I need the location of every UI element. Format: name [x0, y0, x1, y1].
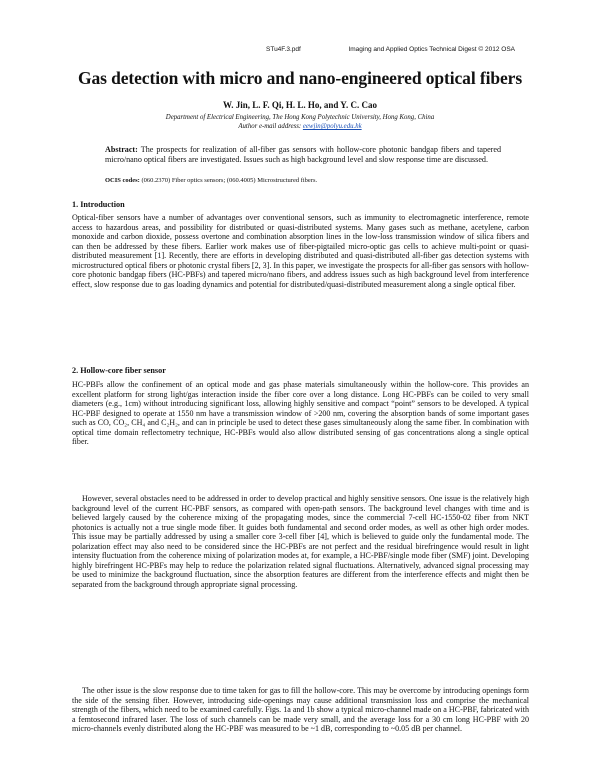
- abstract-label: Abstract:: [105, 145, 138, 154]
- section-heading-introduction: 1. Introduction: [72, 200, 125, 209]
- paper-id: STu4F.3.pdf: [266, 46, 301, 53]
- author-list: W. Jin, L. F. Qi, H. L. Ho, and Y. C. Cao: [223, 100, 377, 110]
- abstract-text: The prospects for realization of all-fiber gas sensors with hollow-core photonic bandgap fibers and tapered micro/nano optical fibers are investigated. Issues such as high background level and slow response time are discussed.: [105, 145, 501, 164]
- email-label: Author e-mail address:: [238, 123, 303, 130]
- paper-title: Gas detection with micro and nano-engineered optical fibers: [77, 68, 523, 88]
- email-line: [0, 122, 600, 131]
- ocis-text: (060.2370) Fiber optics sensors; (060.4005) Microstructured fibers.: [139, 177, 318, 184]
- email-link[interactable]: eewjin@polyu.edu.hk: [302, 123, 362, 130]
- section-heading-hollow-core: 2. Hollow-core fiber sensor: [72, 366, 166, 375]
- paragraph-introduction: Optical-fiber sensors have a number of advantages over conventional sensors, such as immunity to electromagnetic interference, remote access to hazardous areas, and possibility for distributed or quasi-distributed systems. Many gases such as methane, acetylene, carbon monoxide and carbon dioxide, possess overtone and combination absorption lines in the low-loss transmission window of silica fibers and can then be addressed by these fibers. Earlier work makes use of fiber-pigtailed micro-optic gas cells to achieve multi-point or quasi-distributed measurement [1]. Recently, there are efforts in developing distributed and quasi-distributed all-fiber gas detection systems with microstructured optical fibers or photonic crystal fibers [2, 3]. In this paper, we investigate the prospects for all-fiber gas sensors with hollow-core photonic bandgap fibers (HC-PBFs) and tapered micro/nano fibers, and address issues such as high background level from interference effect, slow response due to gas loading dynamics and potential for distributed/quasi-distributed measurement along a single optical fiber.: [72, 213, 529, 289]
- ocis-codes: [105, 177, 505, 184]
- affiliation-block: [0, 113, 600, 131]
- paragraph-hollow-core-2: However, several obstacles need to be addressed in order to develop practical and highly sensitive sensors. One issue is the relatively high background level of the current HC-PBF sensors, as compared with open-path sensors. The background level changes with time and is believed largely caused by the coherence mixing of the propagating modes, since the commercial 7-cell HC-1550-02 fiber from NKT photonics is actually not a true single mode fiber. It guides both fundamental and second order modes, as well as other high order modes. This issue may be partially addressed by using a smaller core 3-cell fiber [4], which is believed to guide only the fundamental mode. The polarization effect may also need to be considered since the HC-PBFs are not perfect and the residual birefringence would result in light intensity fluctuation from the coherence mixing of polarization modes at, for example, a HC-PBF/single mode fiber (SMF) joint. Developing highly birefringent HC-PBFs may help to reduce the polarization related signal fluctuations. Alternatively, advanced signal processing may be used to minimize the background fluctuation, since the absorption features are different from the interference effects and might then be separated from the background through appropriate signal processing.: [72, 494, 529, 589]
- ocis-label: OCIS codes:: [105, 177, 140, 184]
- affiliation: Department of Electrical Engineering, The Hong Kong Polytechnic University, Hong Kong, China: [165, 114, 435, 121]
- abstract: [105, 145, 501, 164]
- venue-header: Imaging and Applied Optics Technical Digest © 2012 OSA: [348, 46, 515, 53]
- paragraph-hollow-core-1: HC-PBFs allow the confinement of an optical mode and gas phase materials simultaneously within the hollow-core. This provides an excellent platform for strong light/gas interaction inside the fiber core over a long distance. Long HC-PBFs can be coiled to very small diameters (e.g., 1cm) without introducing significant loss, allowing highly sensitive and compact “point” sensors to be developed. A typical HC-PBF designed to operate at 1550 nm have a transmission window of >200 nm, covering the absorption bands of some important gases such as CO, CO₂, CH₄ and C₂H₂, and can in principle be used to detect these gases simultaneously along the same fiber. In combination with optical time domain reflectometry technique, HC-PBFs would also allow distributed sensing of gas concentrations along a single optical fiber.: [72, 380, 529, 447]
- paragraph-hollow-core-3: The other issue is the slow response due to time taken for gas to fill the hollow-core. This may be overcome by introducing openings form the side of the sensing fiber. However, introducing side-openings may cause additional transmission loss and comprise the mechanical strength of the fibers, which need to be examined carefully. Figs. 1a and 1b show a typical micro-channel made on a HC-PBF, fabricated with a femtosecond infrared laser. The loss of such channels can be made very small, and the average loss for a 30 cm long HC-PBF with 20 micro-channels evenly distributed along the HC-PBF was measured to be ~1 dB, corresponding to ~0.05 dB per channel.: [72, 686, 529, 734]
